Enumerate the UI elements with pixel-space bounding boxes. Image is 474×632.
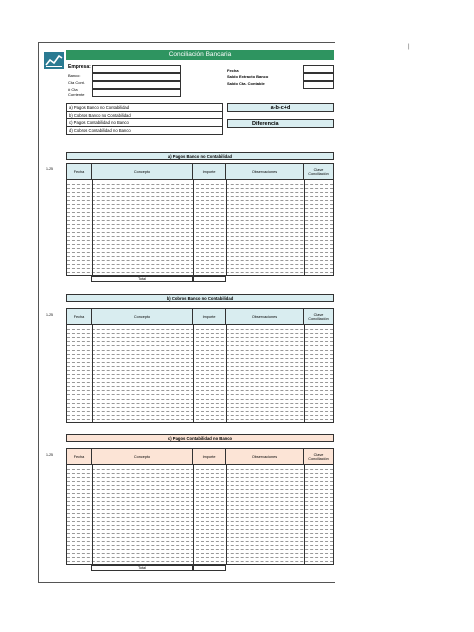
row-divider — [67, 411, 333, 412]
row-divider — [67, 561, 333, 562]
col-clave-conciliacion: Clave Conciliación — [308, 167, 329, 176]
diferencia-box: Diferencia — [227, 119, 334, 128]
row-divider — [67, 473, 333, 474]
cta-cont-field[interactable] — [92, 81, 181, 89]
col-fecha: Fecha — [67, 449, 92, 464]
table-a-header — [67, 164, 333, 180]
row-divider — [67, 252, 333, 253]
row-divider — [67, 366, 333, 367]
table-b-header — [67, 309, 333, 325]
saldo-extracto-field[interactable] — [303, 73, 334, 81]
table-c — [66, 448, 334, 565]
col-observaciones: Observaciones — [226, 164, 304, 179]
table-c-header — [67, 449, 333, 465]
row-range-label-c: 1-25 — [46, 453, 54, 457]
col-observaciones: Observaciones — [226, 309, 304, 324]
row-divider — [67, 228, 333, 229]
section-title-b: b) Cobros Banco no Contabilidad — [66, 294, 334, 302]
row-divider — [67, 557, 333, 558]
row-divider — [67, 260, 333, 261]
column-divider — [304, 325, 305, 423]
row-divider — [67, 216, 333, 217]
formula-box: a-b-c+d — [227, 103, 334, 112]
row-divider — [67, 345, 333, 346]
row-divider — [67, 509, 333, 510]
column-divider — [92, 465, 93, 565]
cta-corriente-label: # Cta Corriente — [68, 87, 85, 97]
column-divider — [226, 465, 227, 565]
row-divider — [67, 196, 333, 197]
row-divider — [67, 208, 333, 209]
total-value-a[interactable] — [193, 276, 226, 282]
col-concepto: Concepto — [92, 164, 193, 179]
text-cursor-mark: | — [408, 44, 410, 50]
row-divider — [67, 362, 333, 363]
page-bottom-rule — [38, 582, 335, 583]
row-range-label-a: 1-25 — [46, 167, 54, 171]
row-divider — [67, 358, 333, 359]
table-b-rows[interactable] — [67, 325, 333, 423]
table-a-rows[interactable] — [67, 180, 333, 276]
checklist-item-d: d) Cobros Contabilidad no Banco — [69, 127, 131, 133]
row-divider — [67, 517, 333, 518]
row-divider — [67, 236, 333, 237]
column-divider — [193, 180, 194, 276]
row-divider — [67, 329, 333, 330]
row-divider — [67, 545, 333, 546]
row-divider — [67, 513, 333, 514]
checklist-item-a: a) Pagos Banco no Contabilidad — [67, 104, 222, 112]
row-divider — [67, 268, 333, 269]
table-c-rows[interactable] — [67, 465, 333, 565]
col-importe: Importe — [193, 309, 226, 324]
row-divider — [67, 419, 333, 420]
row-divider — [67, 184, 333, 185]
row-divider — [67, 390, 333, 391]
saldo-extracto-label: Saldo Extracto Banco — [227, 74, 269, 79]
reconciliation-checklist — [66, 103, 223, 135]
row-divider — [67, 533, 333, 534]
empresa-label: Empresa: — [68, 64, 91, 70]
section-title-a: a) Pagos Banco no Contabilidad — [66, 152, 334, 160]
column-divider — [193, 325, 194, 423]
row-divider — [67, 370, 333, 371]
chart-line-icon — [44, 52, 64, 69]
row-divider — [67, 493, 333, 494]
row-divider — [67, 272, 333, 273]
row-divider — [67, 382, 333, 383]
column-divider — [304, 465, 305, 565]
row-divider — [67, 333, 333, 334]
row-divider — [67, 248, 333, 249]
row-divider — [67, 415, 333, 416]
row-divider — [67, 378, 333, 379]
column-divider — [92, 325, 93, 423]
sheet-title: Conciliación Bancaria — [66, 50, 334, 60]
row-divider — [67, 541, 333, 542]
row-divider — [67, 549, 333, 550]
cta-cont-label: Cta Cont. — [68, 80, 85, 85]
saldo-contable-label: Saldo Cta. Contable — [227, 81, 265, 86]
row-divider — [67, 485, 333, 486]
table-b — [66, 308, 334, 423]
column-divider — [226, 325, 227, 423]
row-divider — [67, 501, 333, 502]
fecha-label: Fecha — [227, 68, 239, 73]
banco-field[interactable] — [92, 73, 181, 81]
row-divider — [67, 264, 333, 265]
row-divider — [67, 537, 333, 538]
col-fecha: Fecha — [67, 309, 92, 324]
column-divider — [304, 180, 305, 276]
cta-corriente-field[interactable] — [92, 89, 181, 97]
row-divider — [67, 505, 333, 506]
total-value-c[interactable] — [193, 565, 226, 571]
col-importe: Importe — [193, 449, 226, 464]
fecha-field[interactable] — [303, 65, 334, 73]
row-divider — [67, 188, 333, 189]
total-label-c: Total — [91, 565, 193, 571]
row-divider — [67, 399, 333, 400]
row-divider — [67, 256, 333, 257]
col-concepto: Concepto — [92, 309, 193, 324]
row-divider — [67, 337, 333, 338]
row-divider — [67, 200, 333, 201]
row-divider — [67, 403, 333, 404]
row-divider — [67, 394, 333, 395]
row-divider — [67, 407, 333, 408]
checklist-item-b: b) Cobros Banco no Contabilidad — [67, 112, 222, 120]
checklist-item-c: c) Pagos Contabilidad no Banco — [67, 119, 222, 127]
table-a — [66, 163, 334, 276]
col-observaciones: Observaciones — [226, 449, 304, 464]
row-divider — [67, 481, 333, 482]
row-divider — [67, 192, 333, 193]
column-divider — [92, 180, 93, 276]
row-divider — [67, 220, 333, 221]
row-divider — [67, 386, 333, 387]
row-divider — [67, 212, 333, 213]
empresa-field[interactable] — [92, 65, 181, 73]
row-divider — [67, 244, 333, 245]
banco-label: Banco: — [68, 73, 81, 78]
row-divider — [67, 469, 333, 470]
row-divider — [67, 204, 333, 205]
row-divider — [67, 521, 333, 522]
col-concepto: Concepto — [92, 449, 193, 464]
row-divider — [67, 477, 333, 478]
row-divider — [67, 341, 333, 342]
section-title-c: c) Pagos Contabilidad no Banco — [66, 434, 334, 442]
row-divider — [67, 525, 333, 526]
total-label-a: Total — [91, 276, 193, 282]
column-divider — [226, 180, 227, 276]
row-divider — [67, 350, 333, 351]
row-divider — [67, 374, 333, 375]
row-divider — [67, 529, 333, 530]
saldo-contable-field[interactable] — [303, 81, 334, 89]
col-importe: Importe — [193, 164, 226, 179]
row-divider — [67, 489, 333, 490]
row-divider — [67, 497, 333, 498]
col-clave-conciliacion: Clave Conciliación — [308, 452, 329, 461]
row-divider — [67, 240, 333, 241]
col-clave-conciliacion: Clave Conciliación — [308, 312, 329, 321]
row-divider — [67, 553, 333, 554]
column-divider — [193, 465, 194, 565]
col-fecha: Fecha — [67, 164, 92, 179]
row-divider — [67, 232, 333, 233]
row-range-label-b: 1-25 — [46, 313, 54, 317]
row-divider — [67, 354, 333, 355]
row-divider — [67, 224, 333, 225]
